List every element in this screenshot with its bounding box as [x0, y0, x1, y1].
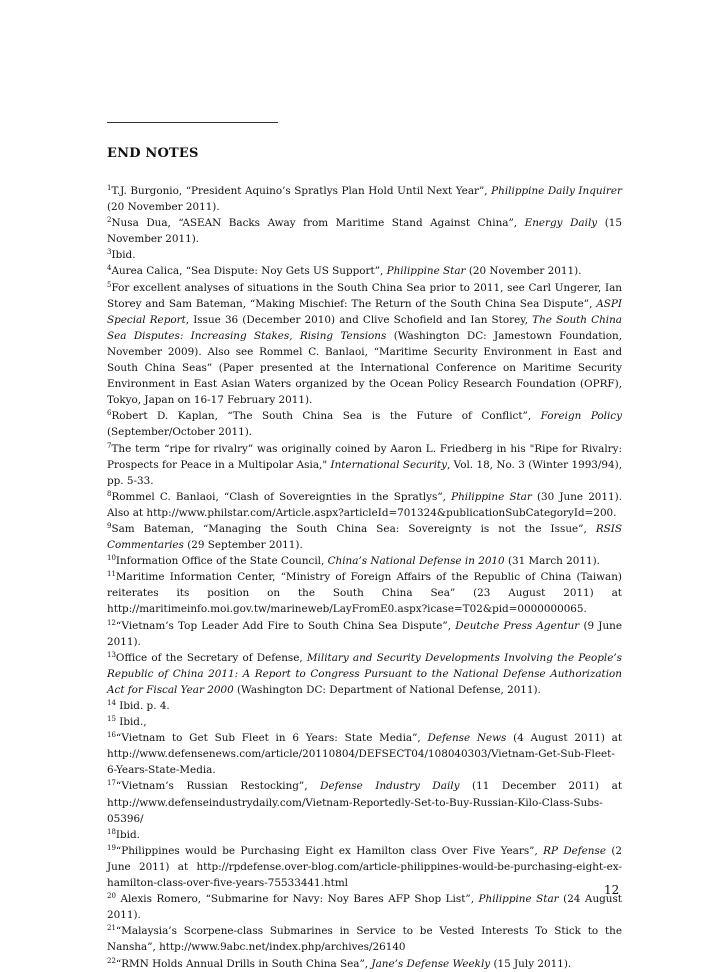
endnote-number: 14 — [107, 699, 116, 707]
endnote — [107, 183, 622, 215]
endnote — [107, 714, 622, 730]
endnote — [107, 263, 622, 279]
endnote-number: 7 — [107, 441, 112, 450]
endnotes-list — [107, 183, 622, 972]
endnote-text: The term “ripe for rivalry” was originally coined by Aaron L. Friedberg in his "Ripe for Rivalry: Prospects for Peace in a Multipolar Asia," — [107, 442, 622, 471]
endnote-text: “Philippines would be Purchasing Eight ex Hamilton class Over Five Years”, — [115, 844, 544, 857]
endnote-text: (29 September 2011). — [183, 539, 303, 552]
endnote-text: Office of the Secretary of Defense, — [115, 651, 307, 664]
endnote-title-italic: Foreign Policy — [540, 410, 622, 423]
endnotes-heading: END NOTES — [107, 146, 199, 161]
endnote-title-italic: Deutche Press Agentur — [455, 619, 580, 632]
endnote — [107, 618, 622, 650]
endnote-number: 18 — [107, 827, 116, 836]
endnote-text: (15 November 2011). — [107, 217, 622, 246]
endnote-text: Ibid. — [111, 249, 136, 262]
endnote-title-italic: RSIS Commentaries — [107, 522, 622, 552]
endnote-title-italic: Defense Industry Daily — [320, 780, 460, 793]
endnote — [107, 280, 622, 409]
endnote-number: 8 — [107, 489, 112, 498]
endnote-number: 21 — [107, 924, 116, 933]
endnote-number: 2 — [107, 216, 112, 225]
endnote-text: (11 December 2011) at http://www.defenseindustrydaily.com/Vietnam-Reportedly-Set-to-Buy-Russian-Kilo-Class-Subs-05396/ — [107, 780, 622, 825]
endnote-text: (24 August 2011). — [107, 893, 622, 922]
endnote — [107, 521, 622, 553]
endnote-text: (September/October 2011). — [107, 426, 253, 439]
endnote-number: 1 — [107, 184, 112, 192]
endnote-text: Maritime Information Center, “Ministry of Foreign Affairs of the Republic of China (Taiwan) reiterates its position on the South China Sea” (23 August 2011) at http://maritimeinfo.moi.gov.tw/marineweb/LayFromE0.aspx?icase=T02&pid=0000000065. — [107, 571, 622, 616]
endnote-number: 6 — [107, 409, 112, 418]
footnote-separator-rule — [107, 122, 278, 123]
endnote-text: For excellent analyses of situations in the South China Sea prior to 2011, see Carl Ungerer, Ian Storey and Sam Bateman, “Making Mischief: The Return of the South China Sea Dispute”, — [107, 281, 622, 310]
endnote — [107, 215, 622, 247]
endnote-title-italic: Philippine Daily Inquirer — [491, 185, 622, 197]
endnote-number: 16 — [107, 731, 116, 740]
endnote — [107, 698, 622, 714]
endnote-text: (9 June 2011). — [107, 619, 622, 648]
endnote-text: Sam Bateman, “Managing the South China Sea: Sovereignty is not the Issue”, — [111, 522, 596, 535]
endnote-title-italic: International Security — [330, 458, 447, 471]
endnote-text: Aurea Calica, “Sea Dispute: Noy Gets US Support”, — [111, 265, 387, 278]
endnote — [107, 408, 622, 440]
endnote-number: 12 — [107, 618, 116, 627]
endnote-text: Information Office of the State Council, — [115, 555, 328, 568]
endnote-number: 15 — [107, 715, 116, 724]
endnote-number: 20 — [107, 892, 116, 901]
endnote-title-italic: Philippine Star — [386, 265, 466, 278]
endnote — [107, 891, 622, 923]
endnote-text: (4 August 2011) at http://www.defensenews.com/article/20110804/DEFSECT04/108040303/Vietnam-Get-Sub-Fleet-6-Years-State-Media. — [107, 732, 622, 777]
endnote-number: 4 — [107, 264, 112, 273]
endnote-text: Ibid. — [115, 828, 140, 841]
endnote — [107, 489, 622, 521]
endnote-text: (20 November 2011). — [465, 265, 582, 278]
endnote-number: 3 — [107, 248, 112, 257]
endnote — [107, 247, 622, 263]
endnote-number: 11 — [107, 570, 116, 579]
endnote-text: (31 March 2011). — [504, 555, 600, 568]
endnote-text: Robert D. Kaplan, “The South China Sea is the Future of Conflict”, — [111, 410, 541, 423]
endnote — [107, 778, 622, 826]
endnote-number: 5 — [107, 280, 112, 289]
endnote-text: (Washington DC: Department of National Defense, 2011). — [233, 683, 541, 696]
endnote — [107, 827, 622, 843]
endnote — [107, 923, 622, 955]
endnote — [107, 569, 622, 617]
endnote-text: Alexis Romero, “Submarine for Navy: Noy Bares AFP Shop List”, — [115, 893, 479, 906]
endnote-title-italic: ASPI Special Report — [107, 297, 622, 326]
endnote-text: “Vietnam to Get Sub Fleet in 6 Years: State Media”, — [115, 732, 428, 745]
endnote — [107, 650, 622, 698]
endnote — [107, 843, 622, 891]
endnote-title-italic: The South China Sea Disputes: Increasing Stakes, Rising Tensions — [107, 313, 622, 342]
endnote-text: Ibid. p. 4. — [115, 700, 170, 712]
endnote-text: “Malaysia’s Scorpene-class Submarines in Service to be Vested Interests To Stick to the Nansha”, http://www.9abc.net/index.php/archives/26140 — [107, 925, 622, 954]
endnote-title-italic: Defense News — [427, 732, 507, 745]
endnote-text: (20 November 2011). — [107, 201, 220, 214]
endnote — [107, 553, 622, 569]
endnote-title-italic: Philippine Star — [478, 893, 559, 906]
endnote-number: 10 — [107, 554, 116, 563]
endnote-text: (30 June 2011). Also at http://www.philstar.com/Article.aspx?articleId=701324&publicationSubCategoryId=200. — [107, 490, 622, 519]
endnote-text: “Vietnam’s Russian Restocking”, — [115, 780, 321, 793]
endnote-number: 13 — [107, 650, 116, 659]
endnote-text: Rommel C. Banlaoi, “Clash of Sovereignties in the Spratlys”, — [111, 490, 452, 503]
endnote-title-italic: Jane’s Defense Weekly — [371, 957, 491, 970]
endnote-text: Ibid., — [115, 716, 147, 729]
endnote-text: “RMN Holds Annual Drills in South China Sea”, — [115, 957, 372, 970]
page-number: 12 — [604, 883, 620, 897]
endnote-text: (2 June 2011) at http://rpdefense.over-blog.com/article-philippines-would-be-purchasing-eight-ex-hamilton-class-over-five-years-75533441.html — [107, 844, 623, 890]
endnote-text: “Vietnam’s Top Leader Add Fire to South China Sea Dispute”, — [115, 619, 456, 632]
endnote-number: 19 — [107, 843, 116, 852]
endnote-text: Nusa Dua, “ASEAN Backs Away from Maritime Stand Against China”, — [111, 217, 525, 230]
endnote-number: 9 — [107, 521, 112, 530]
endnote — [107, 441, 622, 489]
endnote-title-italic: Philippine Star — [451, 490, 532, 503]
endnote-text: , Vol. 18, No. 3 (Winter 1993/94), pp. 5-33. — [107, 458, 622, 487]
endnote-text: (15 July 2011). — [490, 957, 572, 970]
endnote-title-italic: China’s National Defense in 2010 — [327, 555, 505, 568]
endnote-text: , Issue 36 (December 2010) and Clive Schofield and Ian Storey, — [185, 313, 533, 326]
endnote-title-italic: RP Defense — [543, 844, 606, 857]
endnote — [107, 730, 622, 778]
endnote-number: 22 — [107, 956, 116, 965]
endnote-text: (Washington DC: Jamestown Foundation, November 2009). Also see Rommel C. Banlaoi, “Maritime Security Environment in East and South China Seas” (Paper presented at the International Conference on Maritime Security Environment in East Asian Waters organized by the Ocean Policy Research Foundation (OPRF), Tokyo, Japan on 16-17 February 2011). — [107, 329, 622, 407]
endnote-text: T.J. Burgonio, “President Aquino’s Spratlys Plan Hold Until Next Year”, — [111, 185, 492, 197]
endnote-title-italic: Military and Security Developments Involving the People’s Republic of China 2011: A Report to Congress Pursuant to the National Defense Authorization Act for Fiscal Year 2000 — [107, 651, 622, 696]
endnote-title-italic: Energy Daily — [524, 217, 598, 230]
endnote-number: 17 — [107, 779, 116, 788]
endnote — [107, 956, 622, 972]
